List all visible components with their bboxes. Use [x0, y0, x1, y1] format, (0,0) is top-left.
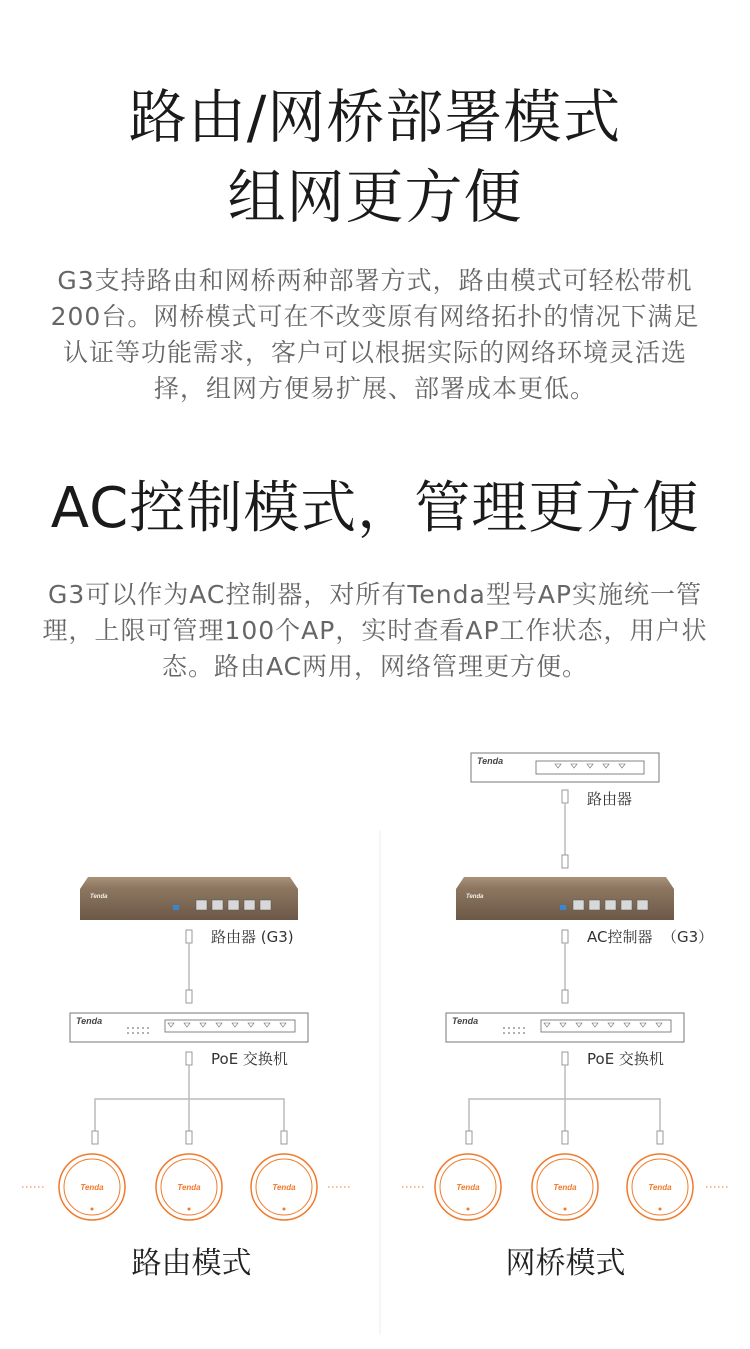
right-top-router-label: 路由器 [587, 790, 633, 808]
section2-title: AC控制模式，管理更方便 [50, 476, 700, 541]
section1-desc-line4: 择，组网方便易扩展、部署成本更低。 [153, 374, 596, 403]
right-g3-controller [456, 877, 674, 920]
section1-desc-line1: G3支持路由和网桥两种部署方式，路由模式可轻松带机 [57, 266, 693, 295]
left-switch-brand: Tenda [76, 1016, 103, 1026]
left-poe-switch [70, 1013, 308, 1042]
right-ap-1-brand: Tenda [456, 1183, 480, 1192]
right-cable-router-controller [562, 790, 568, 868]
right-ap-1 [435, 1154, 501, 1220]
section2-desc-line3: 态。路由AC两用，网络管理更方便。 [161, 652, 589, 681]
left-router-brand: Tenda [90, 894, 108, 900]
right-top-router [471, 753, 659, 782]
right-ap-2 [532, 1154, 598, 1220]
section2-desc-line2: 理，上限可管理100个AP，实时查看AP工作状态，用户状 [42, 616, 708, 645]
right-ap-3 [627, 1154, 693, 1220]
left-ap-2 [156, 1154, 222, 1220]
right-switch-brand: Tenda [452, 1016, 479, 1026]
left-ap-3-brand: Tenda [272, 1183, 296, 1192]
left-switch-label: PoE 交换机 [211, 1050, 288, 1068]
left-router-label: 路由器 (G3) [211, 928, 294, 946]
right-top-router-brand: Tenda [477, 756, 504, 766]
left-ap-1 [59, 1154, 125, 1220]
left-mode-label: 路由模式 [131, 1246, 252, 1281]
left-ap-2-brand: Tenda [177, 1183, 201, 1192]
right-cable-controller-switch [562, 930, 568, 1003]
section1-title-line1: 路由/网桥部署模式 [128, 83, 622, 151]
right-mode-label: 网桥模式 [505, 1246, 626, 1281]
left-ap-3 [251, 1154, 317, 1220]
left-cable-router-switch [186, 930, 192, 1003]
right-switch-label: PoE 交换机 [587, 1050, 664, 1068]
right-controller-label: AC控制器 （G3） [587, 928, 714, 946]
section1-desc-line2: 200台。网桥模式可在不改变原有网络拓扑的情况下满足 [50, 302, 700, 331]
section1-desc-line3: 认证等功能需求，客户可以根据实际的网络环境灵活选 [62, 338, 687, 367]
section1-title-line2: 组网更方便 [227, 163, 523, 231]
right-ap-3-brand: Tenda [648, 1183, 672, 1192]
section2-desc-line1: G3可以作为AC控制器，对所有Tenda型号AP实施统一管 [47, 580, 702, 609]
left-g3-router [80, 877, 298, 920]
right-controller-brand: Tenda [466, 894, 484, 900]
right-ap-2-brand: Tenda [553, 1183, 577, 1192]
left-ap-1-brand: Tenda [80, 1183, 104, 1192]
right-poe-switch [446, 1013, 684, 1042]
